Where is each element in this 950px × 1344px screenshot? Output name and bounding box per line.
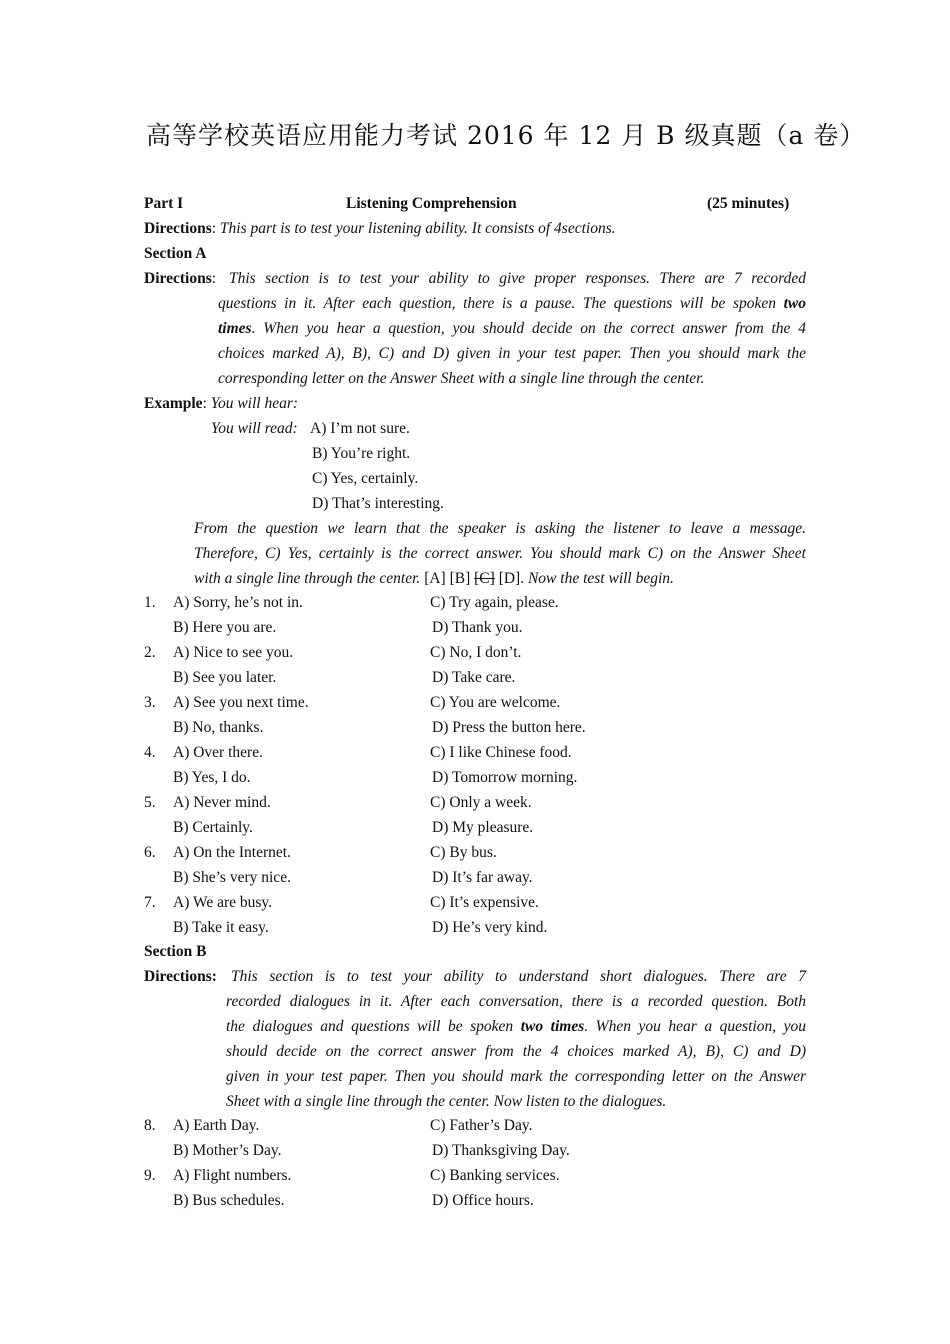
section-a-q1-option-b: B) Here you are. [173, 619, 277, 636]
example-option-a: A) I’m not sure. [310, 420, 410, 437]
section-a-q5-question-number: 5. [144, 794, 156, 811]
section-a-q6-question-number: 6. [144, 844, 156, 861]
marked-answer-c: [C] [474, 570, 495, 587]
section-b-q1-option-c: C) Father’s Day. [430, 1117, 533, 1134]
section-b-q2-option-d: D) Office hours. [432, 1192, 534, 1209]
section-a-q7-option-b: B) Take it easy. [173, 919, 269, 936]
part-label: Part I [144, 195, 184, 212]
section-b-q2-option-b: B) Bus schedules. [173, 1192, 285, 1209]
page-title: 高等学校英语应用能力考试 2016 年 12 月 B 级真题（a 卷） [146, 121, 866, 150]
section-a-q4-option-c: C) I like Chinese food. [430, 744, 572, 761]
part-directions-text: This part is to test your listening ability. It consists of 4sections. [219, 220, 616, 237]
section-a-directions-label: Directions: [144, 270, 217, 287]
section-b-q2-option-c: C) Banking services. [430, 1167, 560, 1184]
section-a-q4-option-d: D) Tomorrow morning. [432, 769, 578, 786]
example-option-b: B) You’re right. [312, 445, 411, 462]
section-a-q7-option-a: A) We are busy. [173, 894, 273, 911]
section-a-dir-line-2: questions in it. After each question, there is a pause. The questions will be spoken two [218, 295, 807, 312]
section-a-dir-line-5: corresponding letter on the Answer Sheet with a single line through the center. [218, 370, 705, 387]
section-a-q1-option-c: C) Try again, please. [430, 594, 559, 611]
section-a-q5-option-c: C) Only a week. [430, 794, 532, 811]
section-b-directions-label: Directions: [144, 968, 217, 985]
section-a-q2-option-c: C) No, I don’t. [430, 644, 522, 661]
part-directions-label: Directions [144, 220, 212, 237]
section-a-q4-option-a: A) Over there. [173, 744, 263, 761]
section-b-dir-line-4: should decide on the correct answer from the 4 choices marked A), B), C) and D) [226, 1043, 806, 1060]
example-explain-1: From the question we learn that the speaker is asking the listener to leave a message. [194, 520, 806, 537]
section-b-q1-question-number: 8. [144, 1117, 156, 1134]
section-a-q6-option-c: C) By bus. [430, 844, 497, 861]
part-name: Listening Comprehension [346, 195, 517, 212]
section-a-q3-option-b: B) No, thanks. [173, 719, 264, 736]
example-explain-3: with a single line through the center. [A] [B] [C] [D]. Now the test will begin. [194, 570, 674, 587]
example-line: Example: You will hear: [144, 395, 299, 412]
section-b-q1-option-d: D) Thanksgiving Day. [432, 1142, 570, 1159]
section-a-q5-option-d: D) My pleasure. [432, 819, 534, 836]
section-a-q5-option-b: B) Certainly. [173, 819, 253, 836]
section-a-q5-option-a: A) Never mind. [173, 794, 271, 811]
section-a-q1-option-a: A) Sorry, he’s not in. [173, 594, 303, 611]
section-a-q6-option-a: A) On the Internet. [173, 844, 291, 861]
section-a-dir-line-3: times. When you hear a question, you should decide on the correct answer from the 4 [218, 320, 806, 337]
section-a-q1-question-number: 1. [144, 594, 156, 611]
part-directions: Directions: This part is to test your listening ability. It consists of 4sections. [144, 220, 616, 237]
section-b-q1-option-b: B) Mother’s Day. [173, 1142, 282, 1159]
example-option-c: C) Yes, certainly. [312, 470, 419, 487]
section-a-q2-question-number: 2. [144, 644, 156, 661]
section-a-q2-option-b: B) See you later. [173, 669, 277, 686]
section-a-q2-option-a: A) Nice to see you. [173, 644, 294, 661]
section-a-q3-question-number: 3. [144, 694, 156, 711]
section-a-dir-line-4: choices marked A), B), C) and D) given in your test paper. Then you should mark the [218, 345, 806, 362]
example-read-label: You will read: [211, 420, 298, 437]
section-b-heading: Section B [144, 943, 207, 960]
section-a-q7-option-d: D) He’s very kind. [432, 919, 548, 936]
section-b-q2-question-number: 9. [144, 1167, 156, 1184]
section-b-q2-option-a: A) Flight numbers. [173, 1167, 292, 1184]
section-a-q3-option-c: C) You are welcome. [430, 694, 561, 711]
section-b-dir-line-5: given in your test paper. Then you should mark the corresponding letter on the Answer [226, 1068, 806, 1085]
section-a-q7-question-number: 7. [144, 894, 156, 911]
section-a-q4-option-b: B) Yes, I do. [173, 769, 251, 786]
section-a-heading: Section A [144, 245, 207, 262]
section-a-q2-option-d: D) Take care. [432, 669, 516, 686]
section-b-dir-line-3: the dialogues and questions will be spoken two times. When you hear a question, you [226, 1018, 806, 1035]
section-a-q6-option-d: D) It’s far away. [432, 869, 533, 886]
section-a-q7-option-c: C) It’s expensive. [430, 894, 539, 911]
part-time: (25 minutes) [707, 195, 790, 212]
section-b-q1-option-a: A) Earth Day. [173, 1117, 260, 1134]
section-b-dir-line-1: This section is to test your ability to understand short dialogues. There are 7 [231, 968, 806, 985]
section-a-q4-question-number: 4. [144, 744, 156, 761]
example-explain-2: Therefore, C) Yes, certainly is the correct answer. You should mark C) on the Answer Sheet [194, 545, 806, 562]
section-a-q3-option-a: A) See you next time. [173, 694, 309, 711]
example-option-d: D) That’s interesting. [312, 495, 444, 512]
section-b-dir-line-2: recorded dialogues in it. After each conversation, there is a recorded question. Both [226, 993, 806, 1010]
section-a-q3-option-d: D) Press the button here. [432, 719, 586, 736]
section-b-dir-line-6: Sheet with a single line through the center. Now listen to the dialogues. [226, 1093, 667, 1110]
section-a-q1-option-d: D) Thank you. [432, 619, 523, 636]
section-a-dir-line-1: This section is to test your ability to give proper responses. There are 7 recorded [229, 270, 806, 287]
section-a-q6-option-b: B) She’s very nice. [173, 869, 291, 886]
